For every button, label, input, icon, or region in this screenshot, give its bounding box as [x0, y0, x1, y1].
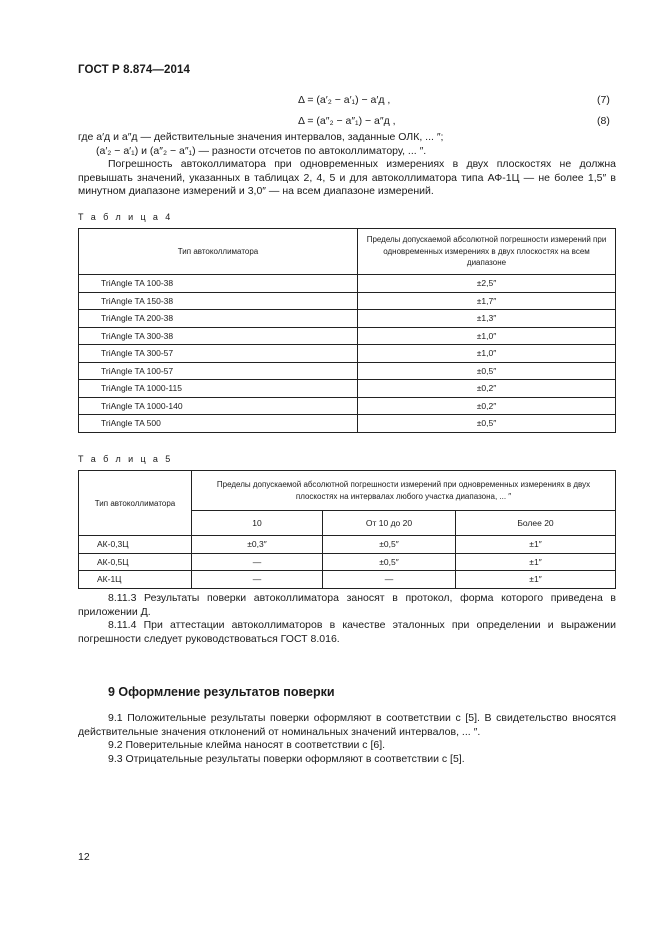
table5-caption: Т а б л и ц а 5: [78, 454, 173, 464]
table-row: [79, 397, 616, 415]
table5-subheader-10: 10: [192, 511, 323, 536]
formula-7-number: (7): [597, 94, 610, 106]
table4-header-type: Тип автоколлиматора: [79, 229, 358, 275]
table4-cell-type: TriAngle TA 300-57: [79, 345, 358, 363]
table4-cell-type: TriAngle TA 100-57: [79, 362, 358, 380]
formula-8-number: (8): [597, 115, 610, 127]
section-9-paragraphs: [78, 712, 616, 766]
where-line-1: где a′д и a″д — действительные значения интервалов, заданные ОЛК, ... ″;: [78, 131, 444, 143]
table-row: [79, 571, 616, 589]
table5-cell: —: [192, 553, 323, 571]
paragraph-9-2: 9.2 Поверительные клейма наносят в соответствии с [6].: [108, 739, 386, 752]
table4-cell-value: ±0,5″: [358, 415, 616, 433]
results-paragraphs: [78, 592, 616, 646]
table-row: [79, 380, 616, 398]
section-title: 9 Оформление результатов поверки: [108, 685, 335, 699]
formula-8: Δ = (a″₂ − a″₁) − a″д ,: [298, 115, 396, 127]
table-row: [79, 362, 616, 380]
table4-cell-value: ±1,0″: [358, 345, 616, 363]
table4: [78, 228, 616, 433]
paragraph-8-11-3: 8.11.3 Результаты поверки автоколлиматора заносят в протокол, форма которого приведена в приложении Д.: [78, 592, 616, 618]
table4-cell-value: ±0,5″: [358, 362, 616, 380]
table4-cell-value: ±0,2″: [358, 380, 616, 398]
table4-cell-value: ±1,7″: [358, 292, 616, 310]
table4-cell-value: ±1,3″: [358, 310, 616, 328]
table-row: [79, 275, 616, 293]
table-row: [79, 553, 616, 571]
table-row: [79, 345, 616, 363]
formula-7: Δ = (a′₂ − a′₁) − a′д ,: [298, 94, 391, 106]
table4-cell-type: TriAngle TA 500: [79, 415, 358, 433]
table4-cell-type: TriAngle TA 1000-140: [79, 397, 358, 415]
table5-cell: ±1″: [456, 536, 616, 554]
table5-cell-type: АК-0,5Ц: [79, 553, 192, 571]
table5-header-type: Тип автоколлиматора: [79, 471, 192, 536]
table5-cell: ±1″: [456, 553, 616, 571]
table5-header-group: Пределы допускаемой абсолютной погрешности измерений при одновременных измерениях в двух плоскостях на интервалах любого участка диапазона, ... ″: [192, 471, 616, 511]
table4-header-limits: Пределы допускаемой абсолютной погрешности измерений при одновременных измерениях в двух плоскостях на всем диапазоне: [358, 229, 616, 275]
table4-cell-value: ±0,2″: [358, 397, 616, 415]
table-row: [79, 327, 616, 345]
table5-cell-type: АК-1Ц: [79, 571, 192, 589]
table4-cell-type: TriAngle TA 150-38: [79, 292, 358, 310]
table-row: [79, 310, 616, 328]
table4-cell-value: ±2,5″: [358, 275, 616, 293]
page-number: 12: [78, 851, 90, 863]
table4-cell-type: TriAngle TA 300-38: [79, 327, 358, 345]
table5-subheader-10-20: От 10 до 20: [323, 511, 456, 536]
where-line-2: (a′₂ − a′₁) и (a″₂ − a″₁) — разности отсчетов по автоколлиматору, ... ″.: [96, 144, 427, 157]
table5: [78, 470, 616, 589]
table5-cell: ±0,5″: [323, 536, 456, 554]
document-header: ГОСТ Р 8.874—2014: [78, 64, 190, 76]
table-row: [79, 292, 616, 310]
table4-cell-value: ±1,0″: [358, 327, 616, 345]
paragraph-8-11-4: 8.11.4 При аттестации автоколлиматоров в качестве эталонных при определении и выражении погрешности следует руководствоваться ГОСТ 8.016.: [78, 619, 616, 645]
table5-cell: —: [323, 571, 456, 589]
paragraph-main: Погрешность автоколлиматора при одновременных измерениях в двух плоскостях не должна превышать значений, указанных в таблицах 2, 4, 5 и для автоколлиматора типа АФ-1Ц — не более 1,5″ в минутном диапазоне измерений и 3,0″ — на всем диапазоне измерений.: [78, 158, 616, 198]
table5-cell-type: АК-0,3Ц: [79, 536, 192, 554]
table5-cell: —: [192, 571, 323, 589]
table5-cell: ±1″: [456, 571, 616, 589]
table5-subheader-over-20: Более 20: [456, 511, 616, 536]
table4-caption: Т а б л и ц а 4: [78, 212, 173, 222]
table-row: [79, 536, 616, 554]
table-row: [79, 415, 616, 433]
paragraph-9-1: 9.1 Положительные результаты поверки оформляют в соответствии с [5]. В свидетельство вносятся действительные значения отклонений от номинальных значений интервалов, ... ″.: [78, 712, 616, 738]
table4-cell-type: TriAngle TA 200-38: [79, 310, 358, 328]
table5-cell: ±0,3″: [192, 536, 323, 554]
formula-explanation: [78, 131, 616, 199]
table4-cell-type: TriAngle TA 1000-115: [79, 380, 358, 398]
table5-cell: ±0,5″: [323, 553, 456, 571]
table4-cell-type: TriAngle TA 100-38: [79, 275, 358, 293]
paragraph-9-3: 9.3 Отрицательные результаты поверки оформляют в соответствии с [5].: [108, 752, 465, 765]
